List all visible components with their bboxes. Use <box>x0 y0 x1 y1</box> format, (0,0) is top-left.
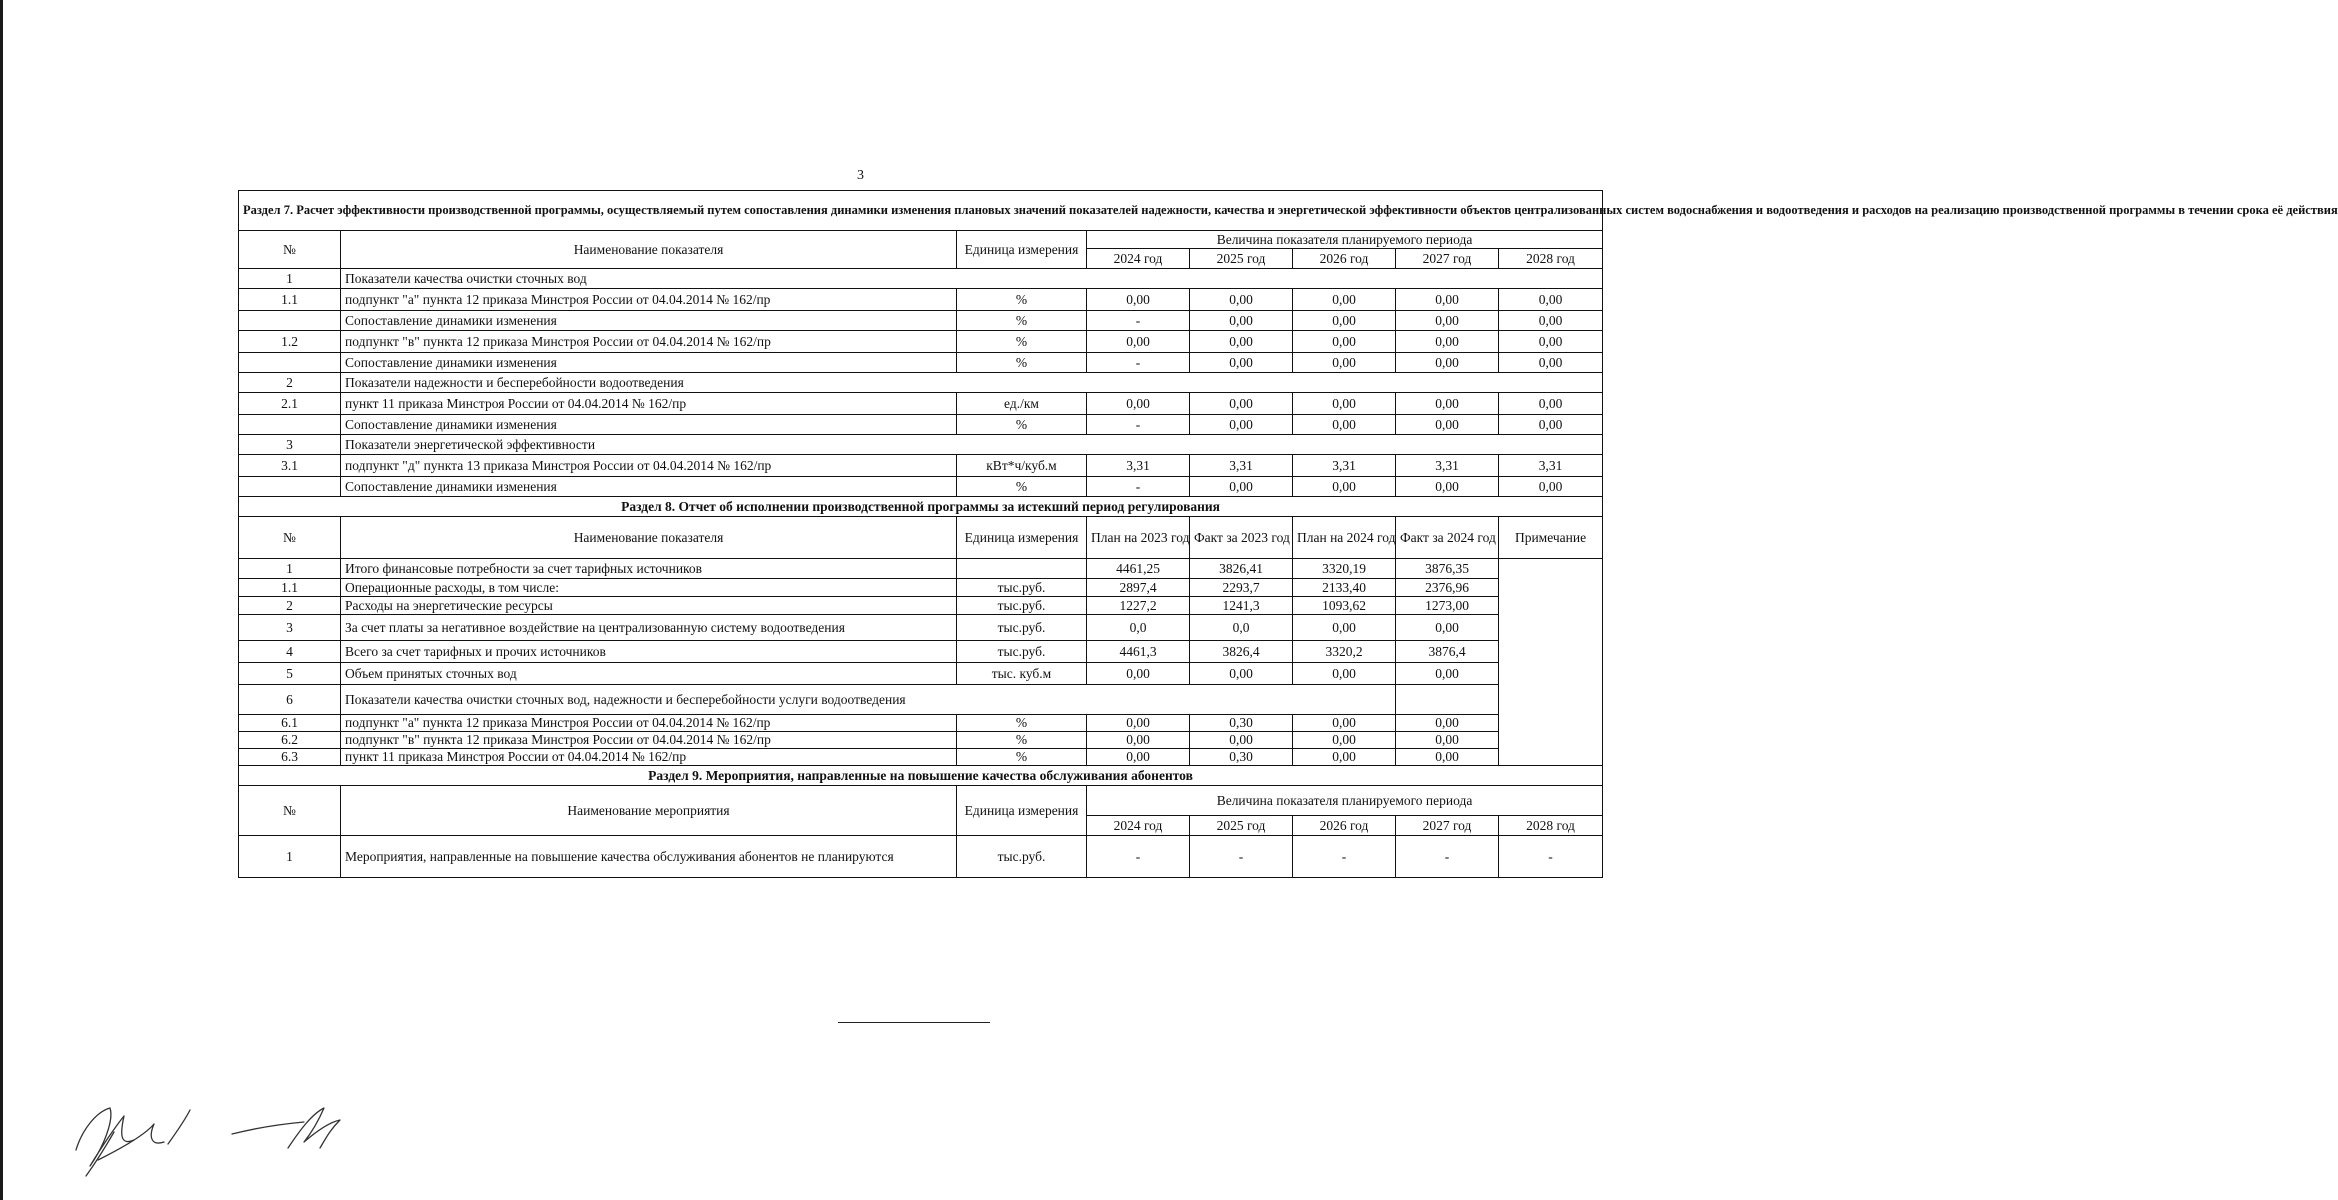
section7-row <box>239 269 1603 289</box>
row-value: 0,00 <box>1293 715 1396 732</box>
row-value: 1227,2 <box>1087 597 1190 615</box>
row-group-name: Показатели качества очистки сточных вод <box>341 269 1603 289</box>
row-num: 1 <box>239 269 341 289</box>
row-num: 1 <box>239 836 341 878</box>
section7-title: Раздел 7. Расчет эффективности производственной программы, осуществляемый путем сопоставления динамики изменения плановых значений показателей надежности, качества и энергетической эффективности объектов централизованных систем водоснабжения и водоотведения и расходов на реализацию производственной программы в течении срока её действия <box>239 191 1603 231</box>
row-num: 3 <box>239 435 341 455</box>
row-value: 3876,35 <box>1396 559 1499 579</box>
row-value: 0,00 <box>1396 331 1499 353</box>
row-num: 6.3 <box>239 749 341 766</box>
row-num <box>239 353 341 373</box>
row-num: 2 <box>239 373 341 393</box>
section9-year: 2025 год <box>1190 816 1293 836</box>
row-name: пункт 11 приказа Минстроя России от 04.04.2014 № 162/пр <box>341 393 957 415</box>
row-value: 3320,2 <box>1293 641 1396 663</box>
section8-body <box>239 559 1603 766</box>
row-value: - <box>1293 836 1396 878</box>
row-num: 4 <box>239 641 341 663</box>
row-value: 3826,4 <box>1190 641 1293 663</box>
row-value: 0,00 <box>1396 311 1499 331</box>
row-num: 1.2 <box>239 331 341 353</box>
section8-head-unit: Единица измерения <box>957 517 1087 559</box>
row-unit: % <box>957 289 1087 311</box>
row-name: Всего за счет тарифных и прочих источников <box>341 641 957 663</box>
row-name: подпункт "а" пункта 12 приказа Минстроя России от 04.04.2014 № 162/пр <box>341 289 957 311</box>
row-unit: тыс.руб. <box>957 579 1087 597</box>
section8-row <box>239 615 1603 641</box>
row-value: 3,31 <box>1190 455 1293 477</box>
note-cell <box>1499 559 1603 766</box>
section7-title-row <box>239 191 1603 231</box>
section9-year: 2027 год <box>1396 816 1499 836</box>
section8-title-row <box>239 497 1603 517</box>
row-num: 2 <box>239 597 341 615</box>
row-name: пункт 11 приказа Минстроя России от 04.04.2014 № 162/пр <box>341 749 957 766</box>
row-value: 0,00 <box>1190 289 1293 311</box>
row-value: 3,31 <box>1087 455 1190 477</box>
section7-year: 2027 год <box>1396 249 1499 269</box>
row-num: 6 <box>239 685 341 715</box>
row-value: 2897,4 <box>1087 579 1190 597</box>
row-value: 0,00 <box>1293 311 1396 331</box>
row-value: 3,31 <box>1499 455 1603 477</box>
row-name: подпункт "д" пункта 13 приказа Минстроя России от 04.04.2014 № 162/пр <box>341 455 957 477</box>
row-value: 0,00 <box>1190 415 1293 435</box>
row-unit: ед./км <box>957 393 1087 415</box>
section7-row <box>239 311 1603 331</box>
row-name: подпункт "в" пункта 12 приказа Минстроя России от 04.04.2014 № 162/пр <box>341 732 957 749</box>
row-value: 0,00 <box>1293 663 1396 685</box>
section7-row <box>239 435 1603 455</box>
row-num <box>239 311 341 331</box>
section8-row <box>239 559 1603 579</box>
row-value: 0,00 <box>1190 477 1293 497</box>
section7-head-value: Величина показателя планируемого периода <box>1087 231 1603 249</box>
row-value: 0,00 <box>1396 289 1499 311</box>
row-value: 3876,4 <box>1396 641 1499 663</box>
row-value: 2293,7 <box>1190 579 1293 597</box>
row-value: 0,00 <box>1293 393 1396 415</box>
row-value: 3826,41 <box>1190 559 1293 579</box>
section7-row <box>239 415 1603 435</box>
section9-body <box>239 836 1603 878</box>
row-name: Мероприятия, направленные на повышение качества обслуживания абонентов не планируются <box>341 836 957 878</box>
section9-year: 2026 год <box>1293 816 1396 836</box>
row-value: 0,00 <box>1396 393 1499 415</box>
row-value: - <box>1087 477 1190 497</box>
row-value: 1273,00 <box>1396 597 1499 615</box>
section8-row <box>239 685 1603 715</box>
section8-row <box>239 641 1603 663</box>
row-num <box>239 477 341 497</box>
row-value: - <box>1087 353 1190 373</box>
row-num: 1.1 <box>239 289 341 311</box>
row-value: 0,00 <box>1396 749 1499 766</box>
row-unit: тыс.руб. <box>957 836 1087 878</box>
row-value: 0,00 <box>1499 331 1603 353</box>
section7-year: 2026 год <box>1293 249 1396 269</box>
row-unit: тыс.руб. <box>957 641 1087 663</box>
section9-head-value: Величина показателя планируемого периода <box>1087 786 1603 816</box>
row-value: 0,00 <box>1087 331 1190 353</box>
handwritten-signature <box>68 1090 358 1180</box>
row-num: 3 <box>239 615 341 641</box>
row-value: 0,00 <box>1087 732 1190 749</box>
row-unit: тыс.руб. <box>957 597 1087 615</box>
section8-row <box>239 663 1603 685</box>
row-num: 6.1 <box>239 715 341 732</box>
row-num: 2.1 <box>239 393 341 415</box>
section7-row <box>239 477 1603 497</box>
row-value: - <box>1499 836 1603 878</box>
report-table <box>238 190 2338 878</box>
section7-row <box>239 393 1603 415</box>
row-unit: % <box>957 353 1087 373</box>
section8-head-fact-2023: Факт за 2023 год <box>1190 517 1293 559</box>
section9-head-unit: Единица измерения <box>957 786 1087 836</box>
section8-head-name: Наименование показателя <box>341 517 957 559</box>
row-num: 1.1 <box>239 579 341 597</box>
row-value: 2133,40 <box>1293 579 1396 597</box>
row-name: Сопоставление динамики изменения <box>341 353 957 373</box>
section7-row <box>239 353 1603 373</box>
row-value: 2376,96 <box>1396 579 1499 597</box>
row-name: подпункт "а" пункта 12 приказа Минстроя России от 04.04.2014 № 162/пр <box>341 715 957 732</box>
row-num <box>239 415 341 435</box>
row-value: 0,00 <box>1190 663 1293 685</box>
row-unit: тыс.руб. <box>957 615 1087 641</box>
section7-year: 2025 год <box>1190 249 1293 269</box>
row-name: Сопоставление динамики изменения <box>341 311 957 331</box>
row-value: 0,00 <box>1396 353 1499 373</box>
section8-head-plan-2023: План на 2023 год <box>1087 517 1190 559</box>
section7-year: 2024 год <box>1087 249 1190 269</box>
section7-head-unit: Единица измерения <box>957 231 1087 269</box>
row-unit: % <box>957 732 1087 749</box>
row-empty-cell <box>1396 685 1499 715</box>
section7-header-row <box>239 231 1603 249</box>
row-value: 0,30 <box>1190 749 1293 766</box>
row-value: 0,00 <box>1293 331 1396 353</box>
row-num: 1 <box>239 559 341 579</box>
section9-title-row <box>239 766 1603 786</box>
row-value: 3,31 <box>1293 455 1396 477</box>
row-value: 0,00 <box>1293 477 1396 497</box>
section8-row <box>239 579 1603 597</box>
row-num: 6.2 <box>239 732 341 749</box>
section9-year: 2024 год <box>1087 816 1190 836</box>
row-value: 0,00 <box>1396 615 1499 641</box>
section7-row <box>239 373 1603 393</box>
section8-row <box>239 732 1603 749</box>
row-value: 0,00 <box>1499 393 1603 415</box>
row-unit: кВт*ч/куб.м <box>957 455 1087 477</box>
row-value: 0,00 <box>1190 732 1293 749</box>
row-unit: тыс. куб.м <box>957 663 1087 685</box>
row-value: 0,00 <box>1293 353 1396 373</box>
section9-head-name: Наименование мероприятия <box>341 786 957 836</box>
row-value: 0,00 <box>1190 331 1293 353</box>
row-name: Сопоставление динамики изменения <box>341 477 957 497</box>
row-value: 1093,62 <box>1293 597 1396 615</box>
row-unit <box>957 559 1087 579</box>
row-value: 0,00 <box>1087 663 1190 685</box>
row-name: Операционные расходы, в том числе: <box>341 579 957 597</box>
row-value: 4461,25 <box>1087 559 1190 579</box>
section9-title: Раздел 9. Мероприятия, направленные на повышение качества обслуживания абонентов <box>239 766 1603 786</box>
row-value: - <box>1087 836 1190 878</box>
row-value: 0,00 <box>1087 715 1190 732</box>
section7-head-num: № <box>239 231 341 269</box>
row-value: 0,00 <box>1293 615 1396 641</box>
section9-row <box>239 836 1603 878</box>
section7-row <box>239 331 1603 353</box>
section7-year: 2028 год <box>1499 249 1603 269</box>
row-value: 0,0 <box>1087 615 1190 641</box>
section8-title: Раздел 8. Отчет об исполнении производственной программы за истекший период регулирования <box>239 497 1603 517</box>
section8-head-fact-2024: Факт за 2024 год <box>1396 517 1499 559</box>
section8-row <box>239 749 1603 766</box>
row-value: 0,00 <box>1396 415 1499 435</box>
row-value: 0,00 <box>1087 393 1190 415</box>
row-value: 0,00 <box>1190 311 1293 331</box>
section8-header-row <box>239 517 1603 559</box>
row-value: 0,00 <box>1293 415 1396 435</box>
row-name: Сопоставление динамики изменения <box>341 415 957 435</box>
row-group-name: Показатели надежности и бесперебойности водоотведения <box>341 373 1603 393</box>
row-name: Объем принятых сточных вод <box>341 663 957 685</box>
section8-row <box>239 597 1603 615</box>
row-value: - <box>1087 311 1190 331</box>
row-value: 3320,19 <box>1293 559 1396 579</box>
section8-head-note: Примечание <box>1499 517 1603 559</box>
row-value: 0,00 <box>1087 749 1190 766</box>
row-num: 5 <box>239 663 341 685</box>
row-name: Итого финансовые потребности за счет тарифных источников <box>341 559 957 579</box>
row-unit: % <box>957 331 1087 353</box>
row-value: - <box>1190 836 1293 878</box>
row-value: 0,00 <box>1190 393 1293 415</box>
row-group-name: Показатели качества очистки сточных вод, надежности и бесперебойности услуги водоотведения <box>341 685 1396 715</box>
row-name: подпункт "в" пункта 12 приказа Минстроя России от 04.04.2014 № 162/пр <box>341 331 957 353</box>
row-value: 0,00 <box>1396 732 1499 749</box>
row-value: 3,31 <box>1396 455 1499 477</box>
row-value: 0,00 <box>1499 311 1603 331</box>
row-unit: % <box>957 415 1087 435</box>
row-unit: % <box>957 715 1087 732</box>
row-value: 0,00 <box>1396 715 1499 732</box>
row-num: 3.1 <box>239 455 341 477</box>
row-value: 1241,3 <box>1190 597 1293 615</box>
row-value: 0,00 <box>1396 477 1499 497</box>
row-group-name: Показатели энергетической эффективности <box>341 435 1603 455</box>
row-unit: % <box>957 749 1087 766</box>
section9-year: 2028 год <box>1499 816 1603 836</box>
row-value: 0,00 <box>1293 732 1396 749</box>
row-value: 4461,3 <box>1087 641 1190 663</box>
row-name: Расходы на энергетические ресурсы <box>341 597 957 615</box>
row-value: 0,00 <box>1190 353 1293 373</box>
section7-row <box>239 455 1603 477</box>
row-value: 0,0 <box>1190 615 1293 641</box>
section8-head-num: № <box>239 517 341 559</box>
row-value: 0,00 <box>1293 749 1396 766</box>
section8-row <box>239 715 1603 732</box>
section7-row <box>239 289 1603 311</box>
row-value: 0,00 <box>1087 289 1190 311</box>
row-value: 0,00 <box>1499 415 1603 435</box>
section9-head-num: № <box>239 786 341 836</box>
row-value: 0,00 <box>1396 663 1499 685</box>
section8-head-plan-2024: План на 2024 год <box>1293 517 1396 559</box>
row-unit: % <box>957 477 1087 497</box>
row-value: 0,00 <box>1499 353 1603 373</box>
row-value: 0,00 <box>1499 477 1603 497</box>
row-name: За счет платы за негативное воздействие на централизованную систему водоотведения <box>341 615 957 641</box>
row-value: 0,30 <box>1190 715 1293 732</box>
row-value: - <box>1087 415 1190 435</box>
row-value: - <box>1396 836 1499 878</box>
row-unit: % <box>957 311 1087 331</box>
section7-head-name: Наименование показателя <box>341 231 957 269</box>
bottom-rule <box>838 1022 990 1023</box>
section7-body <box>239 269 1603 497</box>
section9-header-row <box>239 786 1603 816</box>
row-value: 0,00 <box>1499 289 1603 311</box>
page-number: 3 <box>857 168 864 183</box>
row-value: 0,00 <box>1293 289 1396 311</box>
